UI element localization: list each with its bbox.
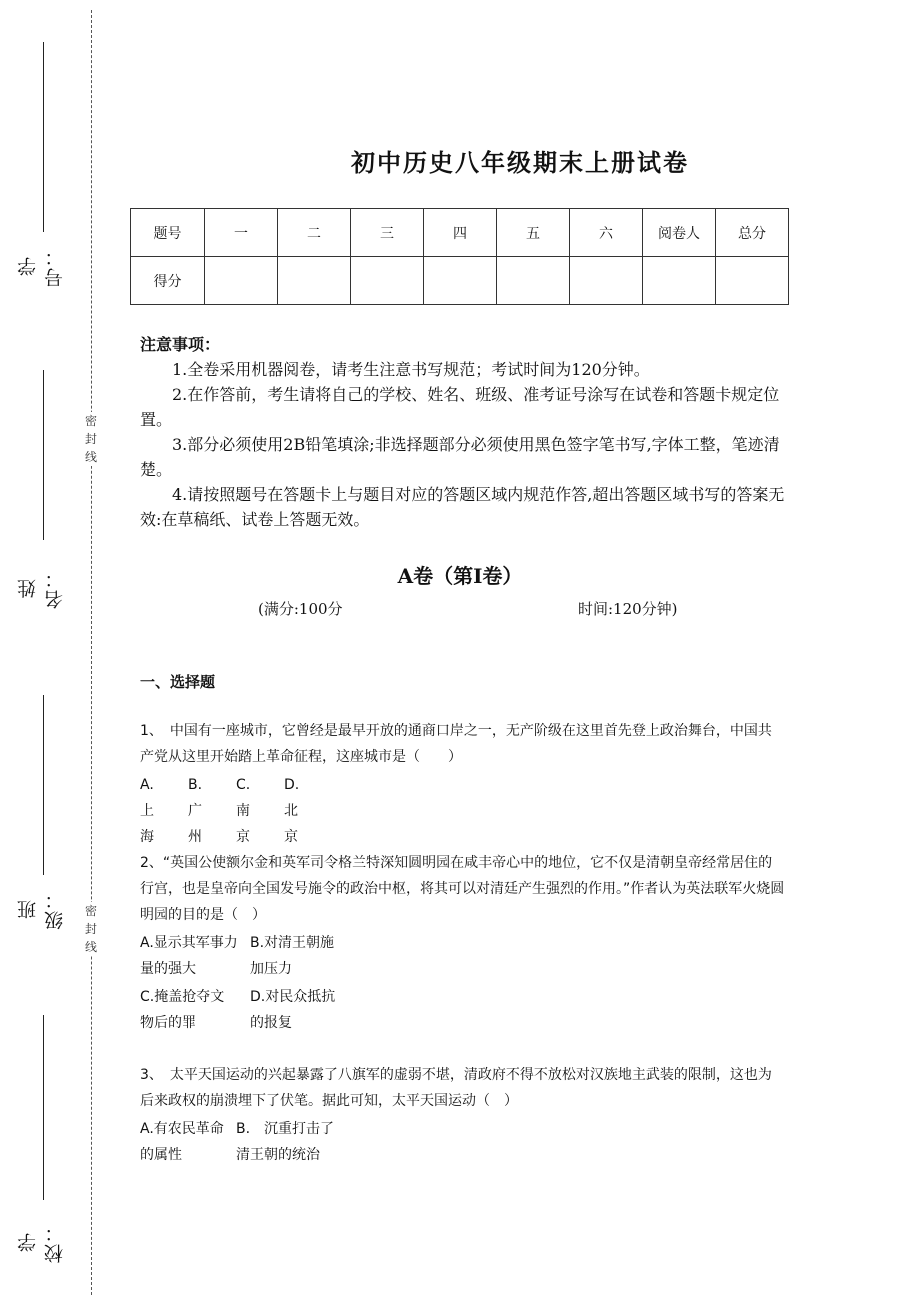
score-cell[interactable] [205,257,278,305]
note-item: 3.部分必须使用2B铅笔填涂;非选择题部分必须使用黑色签字笔书写,字体工整，笔迹清楚。 [140,435,780,479]
section-title: A卷（第I卷） [397,564,523,588]
notes-heading: 注意事项： [140,335,221,354]
part-heading: 一、选择题 [140,673,216,691]
school-rule [43,1015,44,1200]
class-rule [43,695,44,875]
table-header-cell: 五 [497,209,570,257]
score-cell[interactable] [351,257,424,305]
option-a[interactable]: A.上海 [140,777,154,845]
seal-line-label: 密封线 [82,902,100,956]
exam-notes [140,332,785,532]
name-label: 姓名： [17,567,66,609]
student-id-label: 学号： [17,245,66,287]
score-label-cell: 得分 [131,257,205,305]
table-header-cell: 四 [424,209,497,257]
question-stem: 1、 中国有一座城市，它曾经是最早开放的通商口岸之一，无产阶级在这里首先登上政治舞台，中国共产党从这里开始踏上革命征程，这座城市是（ ） [140,723,772,765]
table-row [131,209,789,257]
option-c[interactable]: C.南京 [236,777,251,845]
note-item: 1.全卷采用机器阅卷，请考生注意书写规范；考试时间为120分钟。 [172,360,650,379]
option-b[interactable]: B.广州 [188,777,203,845]
exam-time: 时间:120分钟) [578,600,678,618]
class-label: 班级： [17,888,66,930]
full-score: (满分:100分 [258,600,343,618]
name-rule [43,370,44,540]
table-header-cell: 六 [570,209,643,257]
option-c[interactable]: C.掩盖抢夺文物后的罪 [140,989,225,1031]
student-id-rule [43,42,44,232]
binding-dashed-line [91,10,92,1295]
question-stem: 2、“英国公使额尔金和英军司令格兰特深知圆明园在咸丰帝心中的地位，它不仅是清朝皇帝经常居住的行宫，也是皇帝向全国发号施令的政治中枢，将其可以对清廷产生强烈的作用。”作者认为英法联军火烧圆明园的目的是（ ） [140,855,785,923]
question-stem: 3、 太平天国运动的兴起暴露了八旗军的虚弱不堪，清政府不得不放松对汉族地主武装的限制，这也为后来政权的崩溃埋下了伏笔。据此可知，太平天国运动（ ） [140,1067,772,1109]
page-title: 初中历史八年级期末上册试卷 [351,148,689,177]
option-d[interactable]: D.对民众抵抗的报复 [250,989,336,1031]
score-cell[interactable] [643,257,716,305]
option-b[interactable]: B. 沉重打击了清王朝的统治 [236,1121,335,1163]
score-cell[interactable] [278,257,351,305]
question-3 [140,1062,785,1168]
option-b[interactable]: B.对清王朝施加压力 [250,935,335,977]
table-header-cell: 二 [278,209,351,257]
note-item: 2.在作答前，考生请将自己的学校、姓名、班级、准考证号涂写在试卷和答题卡规定位置。 [140,385,780,429]
table-header-cell: 三 [351,209,424,257]
option-a[interactable]: A.有农民革命的属性 [140,1121,224,1163]
table-header-cell: 阅卷人 [643,209,716,257]
seal-line-label: 密封线 [82,412,100,466]
question-2 [140,850,785,1036]
note-item: 4.请按照题号在答题卡上与题目对应的答题区域内规范作答,超出答题区域书写的答案无效:在草稿纸、试卷上答题无效。 [140,485,785,529]
question-1 [140,718,785,850]
score-cell[interactable] [424,257,497,305]
score-cell[interactable] [497,257,570,305]
table-header-cell: 题号 [131,209,205,257]
score-table [130,208,789,305]
score-cell[interactable] [570,257,643,305]
school-label: 学校： [17,1221,66,1263]
option-d[interactable]: D.北京 [284,777,300,845]
table-header-cell: 总分 [716,209,789,257]
score-cell[interactable] [716,257,789,305]
table-row [131,257,789,305]
option-a[interactable]: A.显示其军事力量的强大 [140,935,238,977]
table-header-cell: 一 [205,209,278,257]
